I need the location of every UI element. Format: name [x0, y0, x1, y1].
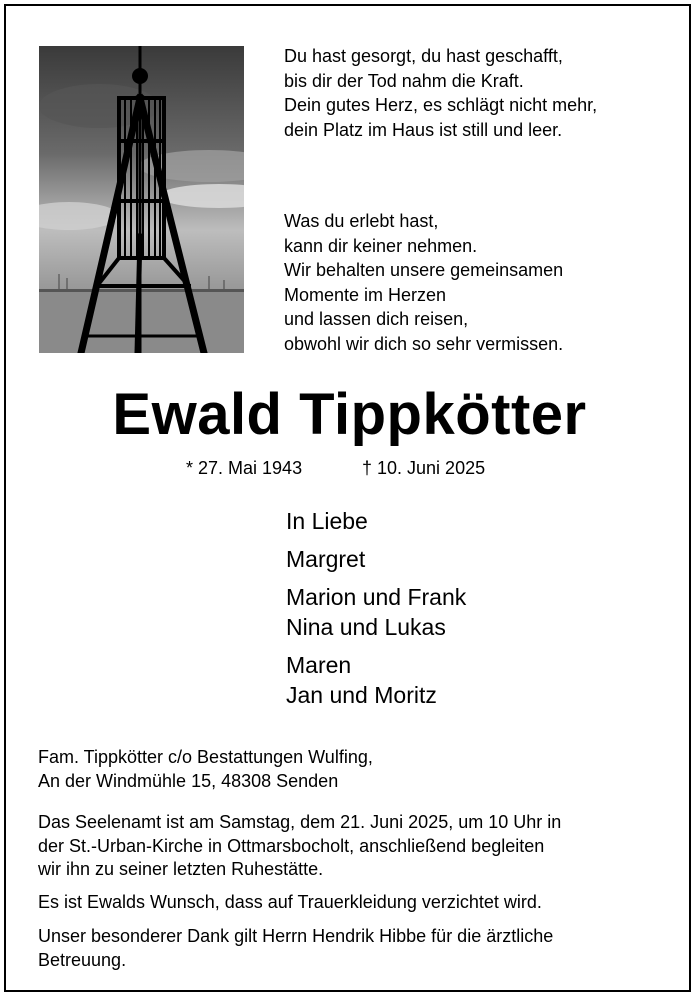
contact-address [38, 745, 373, 793]
poem-line: dein Platz im Haus ist still und leer. [284, 119, 563, 140]
poem-line: obwohl wir dich so sehr vermissen. [284, 333, 564, 354]
deceased-name: Ewald Tippkötter [112, 382, 587, 447]
poem-stanza-1 [284, 44, 597, 142]
poem-line: Wir behalten unsere gemeinsamen [284, 260, 564, 280]
thanks-line: Betreuung. [38, 949, 127, 970]
poem-line: bis dir der Tod nahm die Kraft. [284, 70, 524, 91]
service-line: wir ihn zu seiner letzten Ruhestätte. [38, 859, 324, 879]
mourner-name: Maren [286, 652, 352, 678]
address-line: An der Windmühle 15, 48308 Senden [38, 771, 339, 791]
beacon-photo [39, 46, 244, 353]
death-date: † 10. Juni 2025 [362, 458, 486, 478]
wish-line: Es ist Ewalds Wunsch, dass auf Trauerkleidung verzichtet wird. [38, 892, 542, 912]
poem-line: Was du erlebt hast, [284, 211, 439, 231]
birth-date: * 27. Mai 1943 [186, 458, 303, 478]
mourner-name: Nina und Lukas [286, 614, 446, 640]
service-info [38, 811, 678, 882]
mourner-name: Jan und Moritz [286, 682, 437, 708]
poem-line: Momente im Herzen [284, 284, 447, 305]
mourner-name: Margret [286, 546, 366, 572]
poem-stanza-2 [284, 209, 563, 356]
wish-info [38, 891, 678, 915]
poem-line: Du hast gesorgt, du hast geschafft, [284, 46, 563, 66]
address-line: Fam. Tippkötter c/o Bestattungen Wulfing, [38, 747, 373, 767]
service-line: der St.-Urban-Kirche in Ottmarsbocholt, anschließend begleiten [38, 835, 545, 856]
poem-line: kann dir keiner nehmen. [284, 235, 478, 256]
poem-line: Dein gutes Herz, es schlägt nicht mehr, [284, 95, 598, 115]
service-line: Das Seelenamt ist am Samstag, dem 21. Juni 2025, um 10 Uhr in [38, 812, 562, 832]
poem-line: und lassen dich reisen, [284, 309, 469, 329]
thanks-line: Unser besonderer Dank gilt Herrn Hendrik Hibbe für die ärztliche [38, 926, 554, 946]
mourners-intro: In Liebe [286, 508, 368, 534]
thanks-info [38, 925, 678, 972]
mourner-name: Marion und Frank [286, 584, 467, 610]
